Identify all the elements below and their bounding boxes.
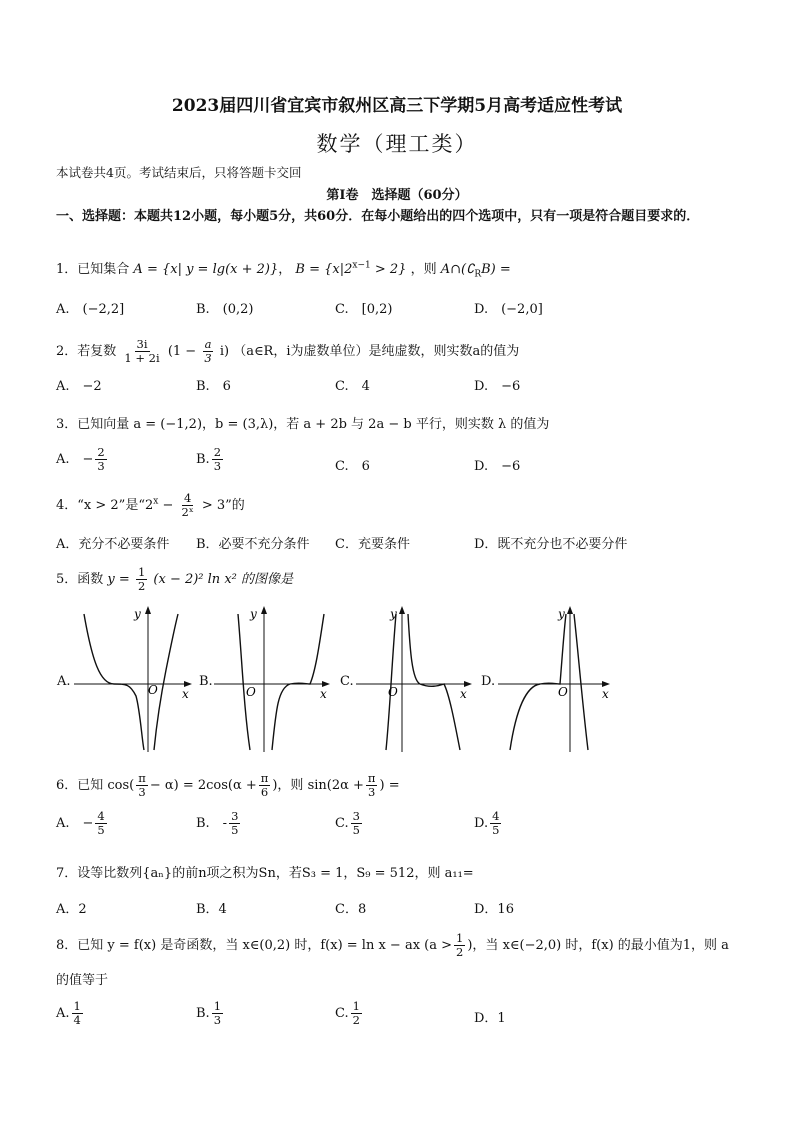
- section-instructions: 一、选择题：本题共12小题，每小题5分，共60分．在每小题给出的四个选项中，只有一项是符合题目要求的．: [56, 209, 700, 224]
- question-4-option-b: B．必要不充分条件: [196, 537, 310, 552]
- graph-b-y-label: y: [250, 607, 257, 621]
- graph-b-x-label: x: [320, 687, 327, 701]
- question-8-option-b: B. $\frac{1}{3}$: [196, 999, 222, 1027]
- exam-note: 本试卷共4页。考试结束后，只将答题卡交回: [56, 165, 302, 180]
- graph-c-x-label: x: [460, 687, 467, 701]
- question-4-stem: 4．“x > 2”是“$2^x$ − $\frac{4}{\text{2ˣ}}$ > 3”的: [56, 491, 245, 519]
- question-8-stem-continued: 的值等于: [56, 973, 109, 988]
- question-6-option-c: C. $\frac{3}{5}$: [335, 809, 360, 837]
- question-6-option-a: A. − $\frac{4}{5}$: [56, 809, 105, 837]
- question-2-fraction-2: $\frac{a}{3}$: [204, 337, 212, 365]
- question-1-option-c: C. [0,2): [335, 302, 393, 317]
- graph-d: [498, 600, 622, 756]
- question-8-option-c: C. $\frac{1}{2}$: [335, 999, 360, 1027]
- question-1-option-a: A. (−2,2]: [56, 302, 125, 317]
- question-7-option-d: D．16: [474, 902, 514, 917]
- question-7-option-c: C．8: [335, 902, 367, 917]
- question-2-option-a: A. −2: [56, 379, 102, 394]
- question-2-fraction-1: $\frac{3i}{1 + 2i}$: [124, 337, 160, 365]
- question-4-option-a: A．充分不必要条件: [56, 537, 170, 552]
- graph-a-x-label: x: [182, 687, 189, 701]
- question-1-option-d: D. (−2,0]: [474, 302, 543, 317]
- question-6-option-d: D. $\frac{4}{5}$: [474, 809, 500, 837]
- question-6-stem: 6．已知 cos( $\frac{\pi}{3}$ − α) = 2cos(α + $\frac{\pi}{6}$ )，则 sin(2α + $\frac{\pi}{3}$ ) =: [56, 771, 400, 799]
- graph-a: [74, 600, 198, 756]
- question-6-option-b: B. - $\frac{3}{5}$: [196, 809, 239, 837]
- graph-c-label: C.: [340, 674, 354, 689]
- question-3-option-d: D. −6: [474, 459, 521, 474]
- graph-a-origin: O: [148, 683, 158, 697]
- graph-b-label: B.: [199, 674, 213, 689]
- graph-c-origin: O: [388, 685, 398, 699]
- question-7-option-a: A．2: [56, 902, 87, 917]
- graph-d-y-label: y: [558, 607, 565, 621]
- graph-b: [214, 600, 338, 756]
- question-4-option-d: D．既不充分也不必要分件: [474, 537, 628, 552]
- graph-c: [356, 600, 480, 756]
- graph-c-y-label: y: [390, 607, 397, 621]
- question-7-option-b: B．4: [196, 902, 227, 917]
- question-3-option-c: C. 6: [335, 459, 370, 474]
- question-2-stem: 2．若复数 $\frac{3i}{1 + 2i}$ (1 − $\frac{a}{3}$ i) （a∈R，i为虚数单位）是纯虚数，则实数a的值为: [56, 337, 520, 365]
- question-1-option-b: B. (0,2): [196, 302, 254, 317]
- question-4-option-c: C．充要条件: [335, 537, 410, 552]
- exam-title: 2023届四川省宜宾市叙州区高三下学期5月高考适应性考试: [171, 96, 623, 116]
- question-8-option-a: A. $\frac{1}{4}$: [56, 999, 81, 1027]
- question-7-stem: 7．设等比数列{aₙ}的前n项之积为Sn，若S₃ = 1，S₉ = 512，则 a₁₁=: [56, 866, 474, 881]
- part-heading: 第I卷 选择题（60分）: [326, 188, 468, 203]
- exam-subtitle: 数学（理工类）: [316, 132, 478, 156]
- graph-d-origin: O: [558, 685, 568, 699]
- question-5-stem: 5．函数 y = $\frac{1}{2}$ (x − 2)² ln x² 的图像是: [56, 565, 293, 593]
- question-3-option-b: B. $\frac{2}{3}$: [196, 445, 222, 473]
- graph-a-label: A.: [57, 674, 71, 689]
- question-3-stem: 3．已知向量 a = (−1,2)，b = (3,λ)，若 a + 2b 与 2a − b 平行，则实数 λ 的值为: [56, 417, 550, 432]
- question-2-option-b: B. 6: [196, 379, 231, 394]
- question-3-option-a: A. − $\frac{2}{3}$: [56, 445, 105, 473]
- graph-d-x-label: x: [602, 687, 609, 701]
- question-2-option-c: C. 4: [335, 379, 370, 394]
- question-8-option-d: D．1: [474, 1011, 506, 1026]
- question-8-stem: 8．已知 y = f(x) 是奇函数，当 x∈(0,2) 时，f(x) = ln x − ax (a > $\frac{1}{2}$ )，当 x∈(−2,0) 时，f(x) 的最小值为1，则 a: [56, 931, 729, 959]
- question-1-stem: 1．已知集合 A = {x| y = lg(x + 2)}， $B = \{x|2^{x-1} > 2\}$ ，则 $A\cap(∁_RB)$ =: [56, 260, 511, 280]
- graph-d-label: D.: [481, 674, 496, 689]
- graph-a-y-label: y: [134, 607, 141, 621]
- question-2-option-d: D. −6: [474, 379, 521, 394]
- graph-b-origin: O: [246, 685, 256, 699]
